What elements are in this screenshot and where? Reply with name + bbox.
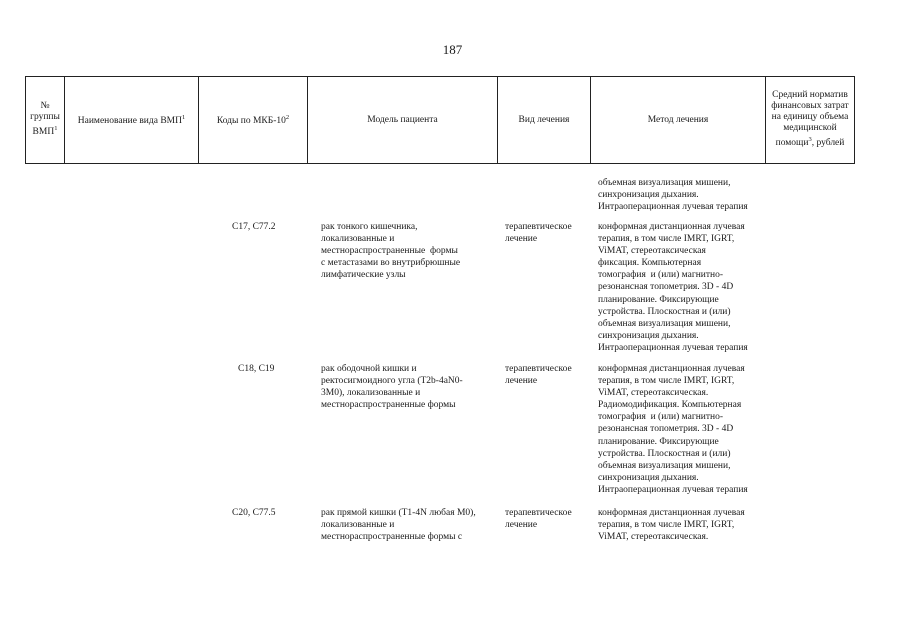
row-treatment-method: конформная дистанционная лучевая терапия, в том числе IMRT, IGRT, ViMAT, стереотаксическая. [598, 508, 745, 543]
header-icd-codes: Коды по МКБ-$10^2$ [216, 114, 290, 127]
row-treatment-type: терапевтическое лечение [505, 364, 572, 387]
row-treatment-method: конформная дистанционная лучевая терапия, в том числе IMRT, IGRT, ViMAT, стереотаксическая. Радиомодификация. Компьютерная томография и (или) магнитно- резонансная топометрия. 3D - 4D планирование. Фиксирующие устройства. Плоскостная и (или) объемная визуализация мишени, синхронизация дыхания. Интраоперационная лучевая терапия [598, 364, 748, 495]
header-treatment-method: Метод лечения [647, 114, 709, 125]
row-codes: C18, C19 [238, 364, 275, 374]
header-patient-model: Модель пациента [367, 114, 438, 125]
header-vmp-name: Наименование вида ВМП$^1$ [77, 114, 186, 127]
row-treatment-type: терапевтическое лечение [505, 222, 572, 245]
row-codes: C20, C77.5 [232, 508, 276, 518]
row-codes: C17, C77.2 [232, 222, 276, 232]
header-treatment-type: Вид лечения [518, 114, 570, 125]
row-treatment-method: конформная дистанционная лучевая терапия, в том числе IMRT, IGRT, ViMAT, стереотаксическая фиксация. Компьютерная томография и (или) магнитно- резонансная топометрия. 3D - 4D планирование. Фиксирующие устройства. Плоскостная и (или) объемная визуализация мишени, синхронизация дыхания. Интраоперационная лучевая терапия [598, 222, 748, 353]
row-patient-model: рак тонкого кишечника, локализованные и местнораспространенные формы с метастазами во внутрибрюшные лимфатические узлы [321, 222, 461, 281]
row-patient-model: рак ободочной кишки и ректосигмоидного угла (T2b-4aN0- 3M0), локализованные и местнораспространенные формы [321, 364, 463, 411]
page-number: 187 [442, 42, 463, 57]
row-patient-model: рак прямой кишки (T1-4N любая M0), локализованные и местнораспространенные формы с [321, 508, 476, 543]
row-treatment-type: терапевтическое лечение [505, 508, 572, 531]
header-average-cost: Средний норматив финансовых затрат на единицу объема медицинской помощи$^3$, рублей [771, 90, 849, 149]
table-header [25, 76, 855, 164]
row-continuation-method: объемная визуализация мишени, синхронизация дыхания. Интраоперационная лучевая терапия [598, 178, 748, 213]
header-group-number: № группы ВМП$^1$ [30, 101, 60, 138]
